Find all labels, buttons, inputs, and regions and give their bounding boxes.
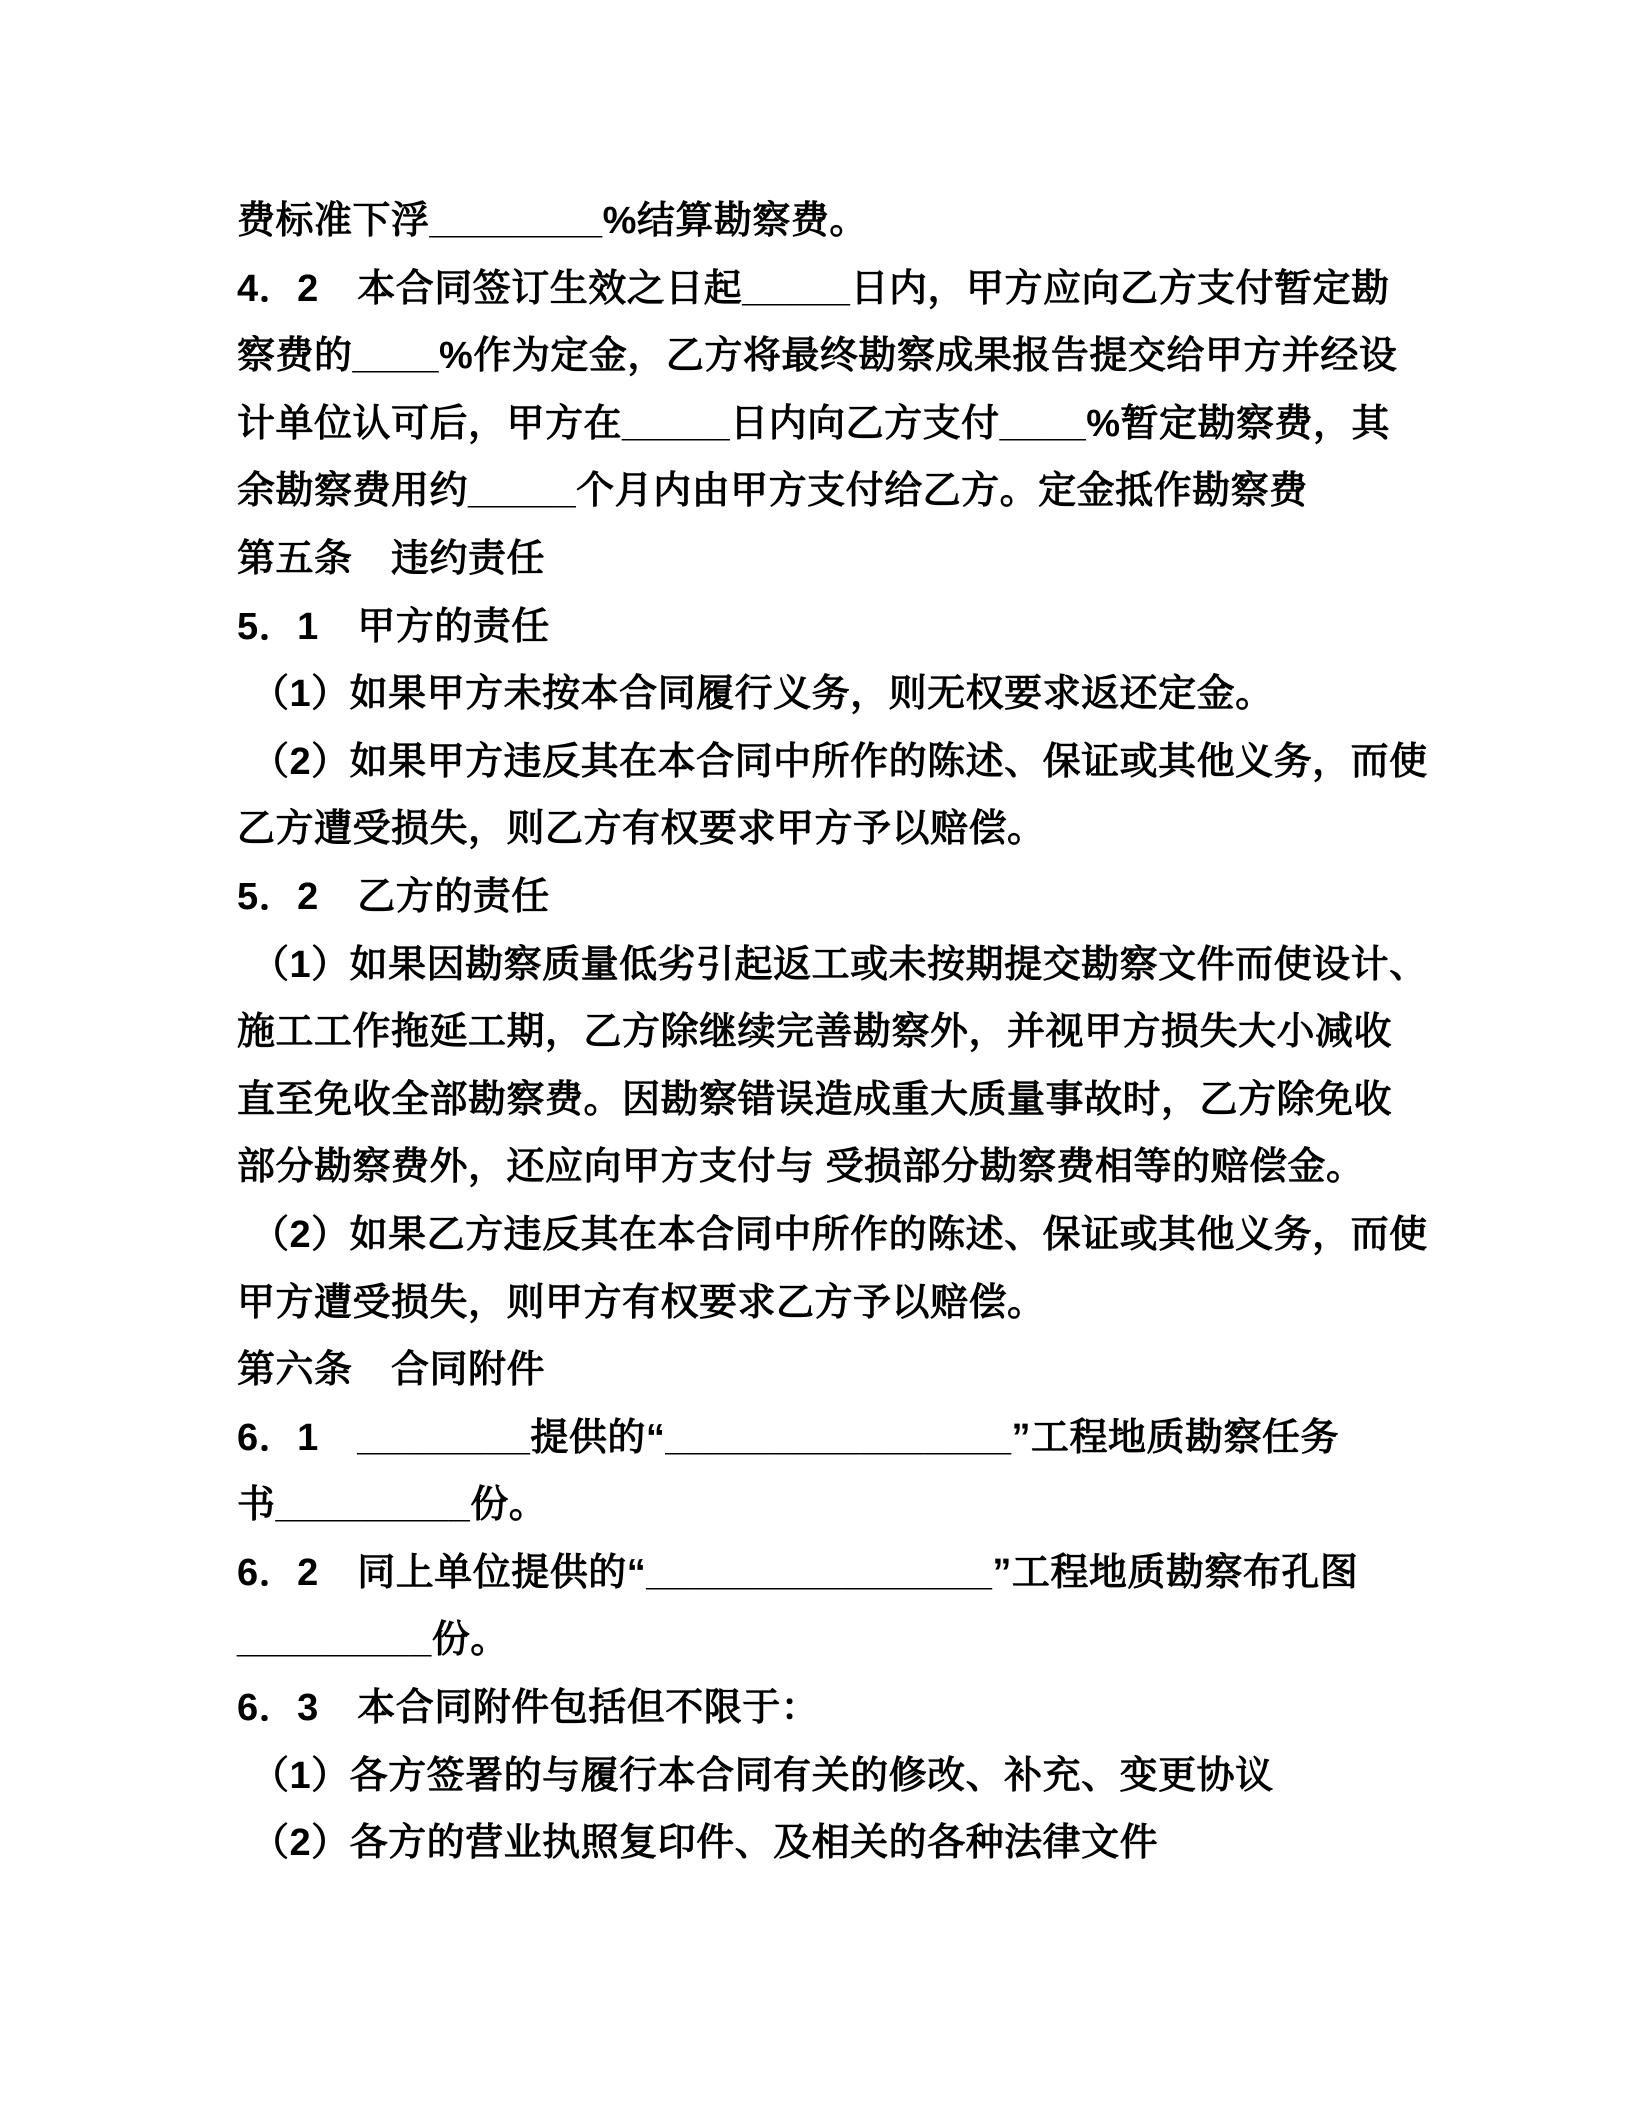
doc-line-article-6-heading: 第六条 合同附件 xyxy=(237,1349,546,1392)
doc-line-clause-6-2: 6．2 同上单位提供的“________________”工程地质勘察布孔图 xyxy=(237,1551,1359,1594)
doc-line-clause-5-2: 5．2 乙方的责任 xyxy=(237,875,550,918)
doc-line-clause-6-1: 6．1 ________提供的“________________”工程地质勘察任务 xyxy=(237,1416,1339,1459)
doc-line-clause-4-2: 4．2 本合同签订生效之日起_____日内，甲方应向乙方支付暂定勘 xyxy=(237,267,1390,310)
doc-line-item-2: （2）如果甲方违反其在本合同中所作的陈述、保证或其他义务，而使 xyxy=(251,740,1428,783)
doc-line: 施工工作拖延工期，乙方除继续完善勘察外，并视甲方损失大小减收 xyxy=(237,1011,1393,1054)
doc-line-article-5-heading: 第五条 违约责任 xyxy=(237,537,546,580)
doc-line: 直至免收全部勘察费。因勘察错误造成重大质量事故时，乙方除免收 xyxy=(237,1078,1393,1121)
doc-line-clause-6-3: 6．3 本合同附件包括但不限于： xyxy=(237,1687,820,1730)
doc-line-item-2: （2）各方的营业执照复印件、及相关的各种法律文件 xyxy=(251,1822,1159,1865)
doc-line-item-2: （2）如果乙方违反其在本合同中所作的陈述、保证或其他义务，而使 xyxy=(251,1213,1428,1256)
doc-line: 察费的____%作为定金，乙方将最终勘察成果报告提交给甲方并经设 xyxy=(237,335,1398,378)
doc-line: 部分勘察费外，还应向甲方支付与 受损部分勘察费相等的赔偿金。 xyxy=(237,1146,1365,1189)
doc-line-clause-5-1: 5．1 甲方的责任 xyxy=(237,605,550,648)
doc-line-item-1: （1）如果因勘察质量低劣引起返工或未按期提交勘察文件而使设计、 xyxy=(251,943,1428,986)
doc-line: 甲方遭受损失，则甲方有权要求乙方予以赔偿。 xyxy=(237,1281,1046,1324)
doc-line: 费标准下浮________%结算勘察费。 xyxy=(237,200,868,242)
doc-line: 乙方遭受损失，则乙方有权要求甲方予以赔偿。 xyxy=(237,808,1046,851)
doc-line: 书_________份。 xyxy=(237,1484,548,1527)
contract-text-block xyxy=(237,188,1487,1878)
doc-line: 计单位认可后，甲方在_____日内向乙方支付____%暂定勘察费，其 xyxy=(237,402,1390,445)
doc-line: _________份。 xyxy=(237,1619,509,1662)
doc-line: 余勘察费用约_____个月内由甲方支付给乙方。定金抵作勘察费 xyxy=(237,470,1308,513)
doc-line-item-1: （1）各方签署的与履行本合同有关的修改、补充、变更协议 xyxy=(251,1754,1274,1797)
doc-line-item-1: （1）如果甲方未按本合同履行义务，则无权要求返还定金。 xyxy=(251,673,1274,716)
